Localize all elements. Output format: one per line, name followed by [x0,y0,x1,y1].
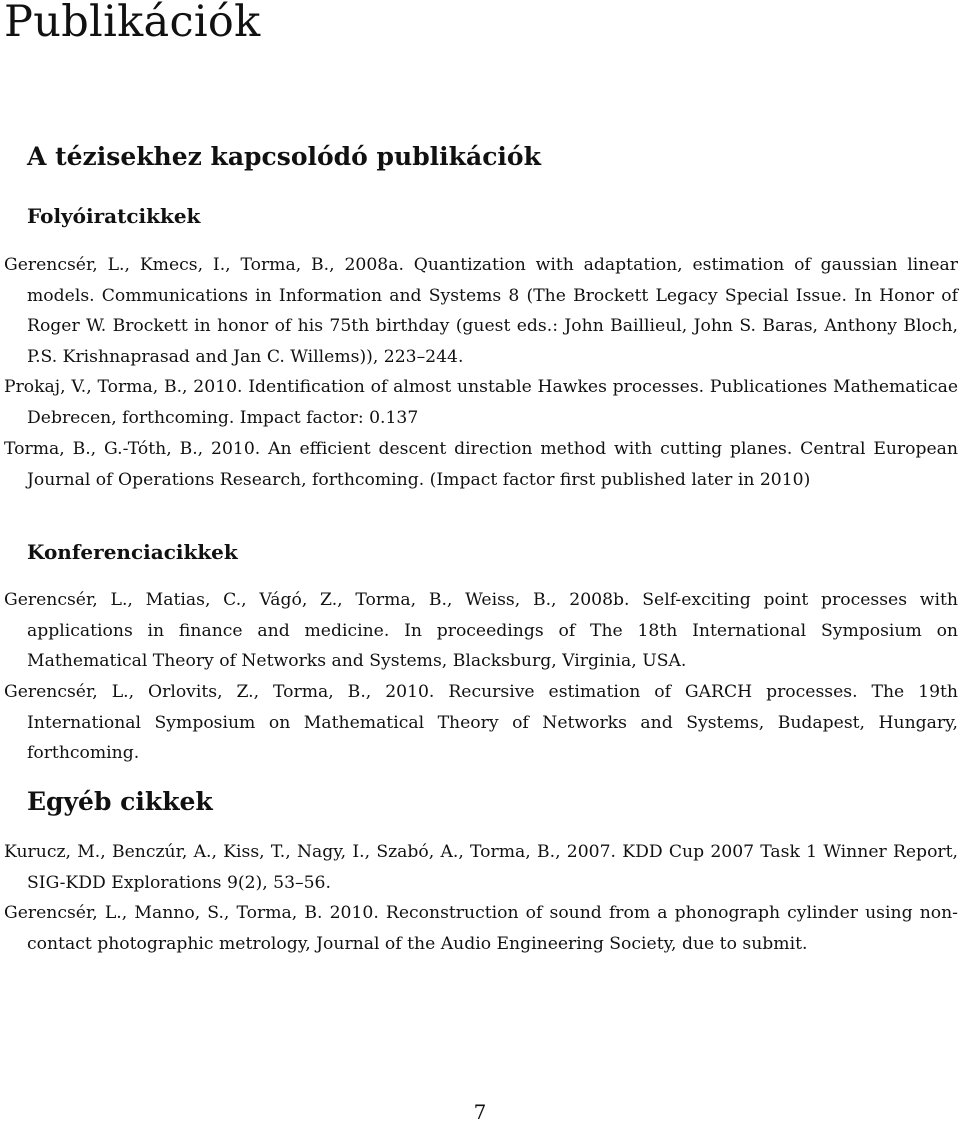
section-heading: A tézisekhez kapcsolódó publikációk [27,142,541,171]
journal-entry-2: Prokaj, V., Torma, B., 2010. Identification of almost unstable Hawkes processes. Publicationes Mathematicae Debrecen, forthcoming. Impact factor: 0.137 [4,377,958,428]
other-entry-2: Gerencsér, L., Manno, S., Torma, B. 2010. Reconstruction of sound from a phonograph cylinder using non-contact photographic metrology, Journal of the Audio Engineering Society, due to submit. [4,903,958,954]
journal-entry-1: Gerencsér, L., Kmecs, I., Torma, B., 2008a. Quantization with adaptation, estimation of gaussian linear models. Communications in Information and Systems 8 (The Brockett Legacy Special Issue. In Honor of Roger W. Brockett in honor of his 75th birthday (guest eds.: John Baillieul, John S. Baras, Anthony Bloch, P.S. Krishnaprasad and Jan C. Willems)), 223–244. [4,255,958,367]
conference-entry-2: Gerencsér, L., Orlovits, Z., Torma, B., 2010. Recursive estimation of GARCH processes. The 19th International Symposium on Mathematical Theory of Networks and Systems, Budapest, Hungary, forthcoming. [4,682,958,764]
other-heading: Egyéb cikkek [27,787,213,816]
journal-entry-3: Torma, B., G.-Tóth, B., 2010. An efficient descent direction method with cutting planes. Central European Journal of Operations Research, forthcoming. (Impact factor first published later in 2010) [4,439,958,490]
journals-heading: Folyóiratcikkek [27,204,201,228]
page-number: 7 [473,1100,487,1124]
other-entry-1: Kurucz, M., Benczúr, A., Kiss, T., Nagy, I., Szabó, A., Torma, B., 2007. KDD Cup 2007 Task 1 Winner Report, SIG-KDD Explorations 9(2), 53–56. [4,842,958,893]
conferences-heading: Konferenciacikkek [27,540,238,564]
page-title: Publikációk [4,0,261,47]
conference-entry-1: Gerencsér, L., Matias, C., Vágó, Z., Torma, B., Weiss, B., 2008b. Self-exciting point processes with applications in finance and medicine. In proceedings of The 18th International Symposium on Mathematical Theory of Networks and Systems, Blacksburg, Virginia, USA. [4,590,958,672]
